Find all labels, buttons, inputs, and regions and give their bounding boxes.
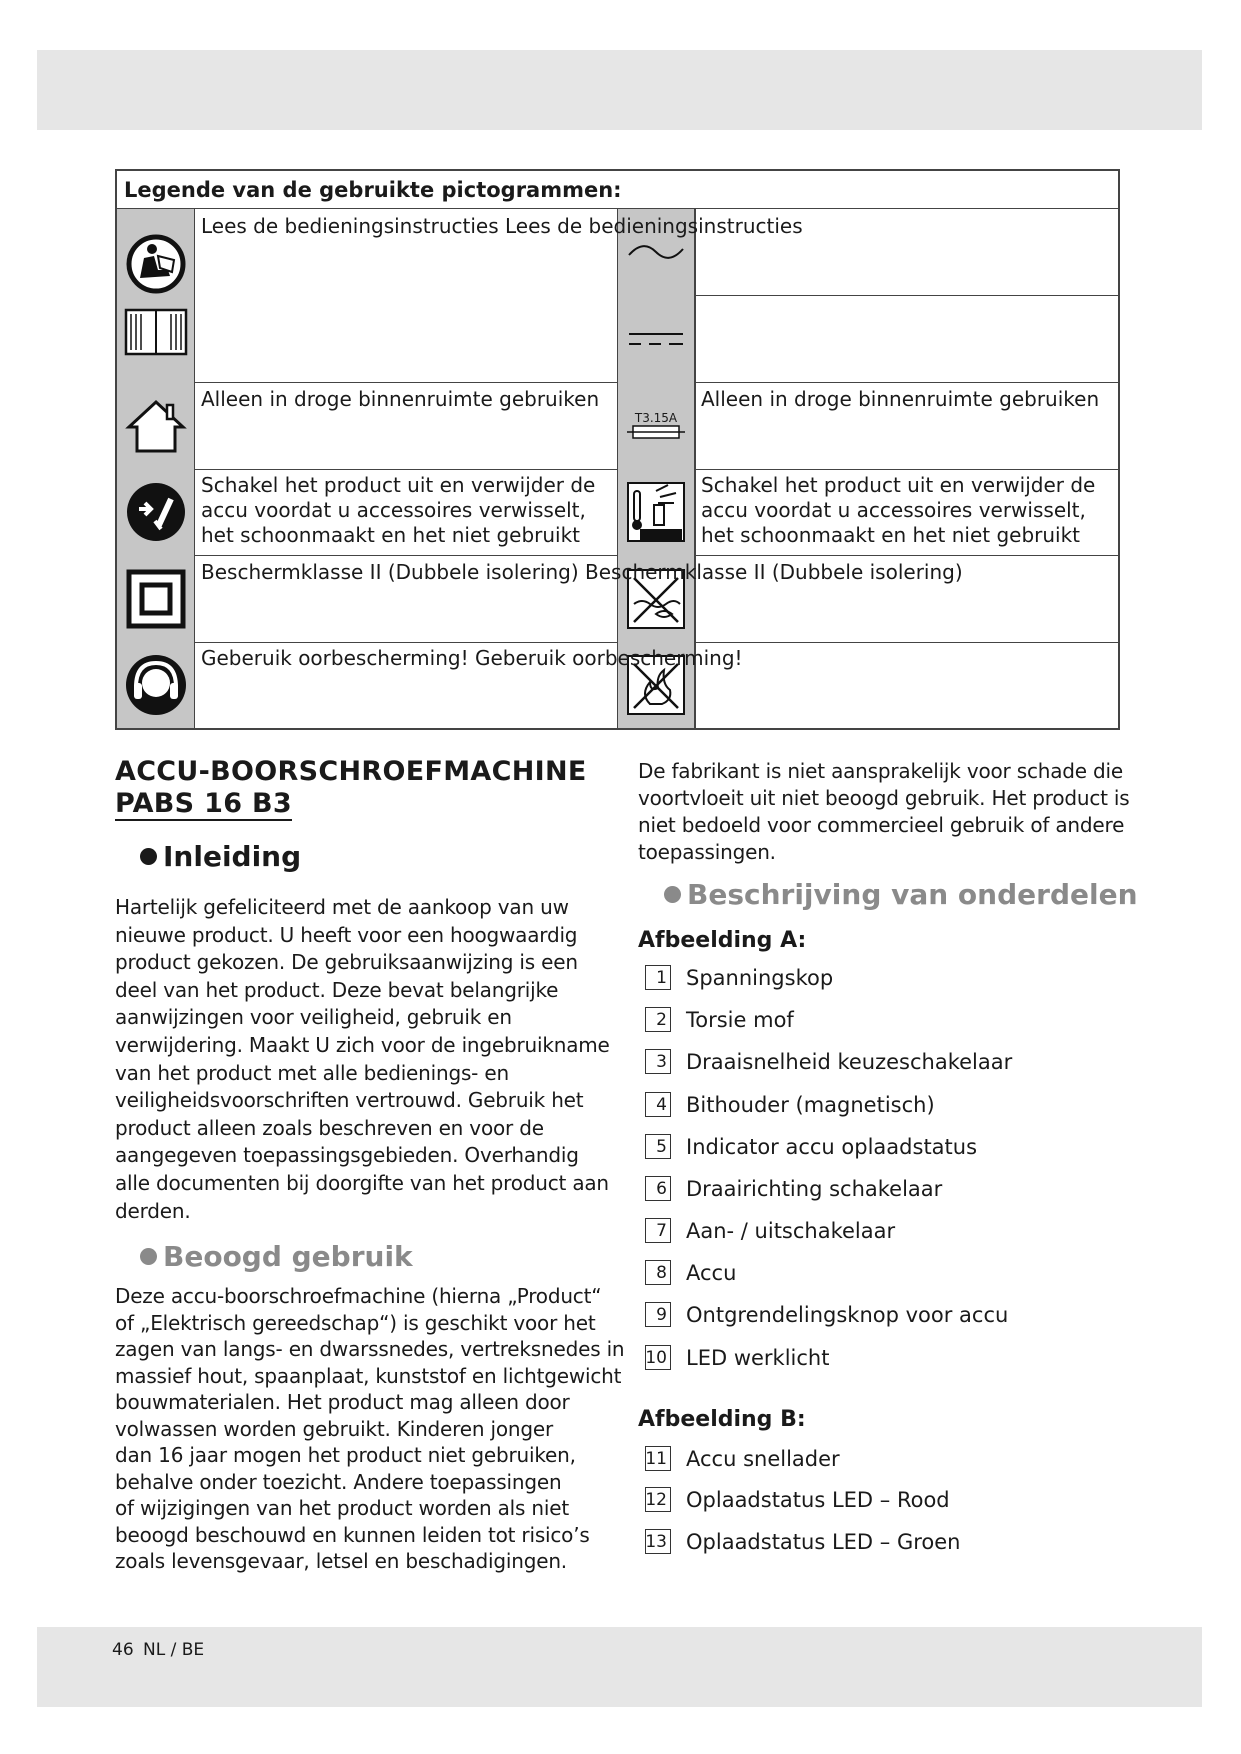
list-item: 3 Draaisnelheid keuzeschakelaar	[645, 1049, 1012, 1074]
header-band	[37, 50, 1202, 130]
section-heading-intended-use: Beoogd gebruik	[140, 1240, 413, 1273]
icon-cell-class2	[117, 555, 195, 642]
list-item: 12 Oplaadstatus LED – Rood	[645, 1487, 950, 1512]
list-item: 9 Ontgrendelingsknop voor accu	[645, 1302, 1008, 1327]
list-item: 7 Aan- / uitschakelaar	[645, 1218, 895, 1243]
list-item: 13 Oplaadstatus LED – Groen	[645, 1529, 961, 1554]
list-item: 2 Torsie mof	[645, 1007, 794, 1032]
icon-cell-temperature	[617, 469, 695, 555]
temperature-limit-icon	[626, 481, 686, 543]
list-item: 11 Accu snellader	[645, 1446, 840, 1471]
list-item: 1 Spanningskop	[645, 965, 833, 990]
direct-current-icon	[625, 324, 687, 354]
fuse-icon	[625, 423, 687, 441]
read-manual-icon	[124, 234, 188, 294]
indoor-house-icon	[125, 397, 187, 455]
icon-cell-indoor	[117, 382, 195, 469]
legend-text-ear: Geberuik oorbescherming! Geberuik oorbescherming!	[201, 646, 743, 670]
intro-paragraph: Hartelijk gefeliciteerd met de aankoop van uw nieuwe product. U heeft voor een hoogwaardig product gekozen. De gebruiksaanwijzing is een deel van het product. Deze bevat belangrijke aanwijzingen voor veiligheid, gebruik en verwijdering. Maakt U zich voor de ingebruikname van het product met alle bedienings- en veiligheidsvoorschriften vertrouwd. Gebruik het product alleen zoals beschreven en voor de aangegeven toepassingsgebieden. Overhandig alle documenten bij doorgifte van het product aan derden.	[115, 895, 610, 1223]
list-item: 6 Draairichting schakelaar	[645, 1176, 942, 1201]
figure-a-heading: Afbeelding A:	[638, 928, 807, 953]
disconnect-plug-icon	[125, 481, 187, 543]
double-insulation-icon	[126, 569, 186, 629]
page-number: 46	[112, 1640, 134, 1660]
bullet-icon	[664, 886, 681, 903]
legend-text-manual: Lees de bedieningsinstructies Lees de bedieningsinstructies	[201, 214, 803, 238]
bullet-icon	[140, 1248, 157, 1265]
pictogram-legend-table	[115, 169, 1120, 730]
icon-cell-manual	[117, 209, 195, 382]
open-book-icon	[123, 306, 189, 358]
list-item: 10 LED werklicht	[645, 1345, 830, 1370]
icon-cell-fuse	[617, 382, 695, 469]
language-code: NL / BE	[143, 1640, 205, 1660]
figure-b-heading: Afbeelding B:	[638, 1407, 806, 1432]
icon-cell-ear	[117, 642, 195, 728]
bullet-icon	[140, 848, 157, 865]
legend-text-switch-off-right: Schakel het product uit en verwijder de accu voordat u accessoires verwisselt, het schoonmaakt en het niet gebruikt	[701, 473, 1096, 547]
list-item: 8 Accu	[645, 1260, 736, 1285]
alternating-current-icon	[625, 237, 687, 267]
footer-band	[37, 1627, 1202, 1707]
product-model: PABS 16 B3	[115, 788, 292, 819]
list-item: 5 Indicator accu oplaadstatus	[645, 1134, 977, 1159]
ear-protection-icon	[124, 653, 188, 717]
section-heading-parts: Beschrijving van onderdelen	[664, 878, 1138, 911]
page-footer	[112, 1640, 204, 1660]
list-item: 4 Bithouder (magnetisch)	[645, 1092, 935, 1117]
fuse-label: T3.15A	[634, 410, 678, 425]
intended-use-paragraph: Deze accu-boorschroefmachine (hierna „Product“ of „Elektrisch gereedschap“) is geschikt voor het zagen van langs- en dwarssnedes, vertreksnedes in massief hout, spaanplaat, kunststof en lichtgewicht bouwmaterialen. Het product mag alleen door volwassen worden gebruikt. Kinderen jonger dan 16 jaar mogen het product niet gebruiken, behalve onder toezicht. Andere toepassingen of wijzigingen van het product worden als niet beoogd beschouwd en kunnen leiden tot risico’s zoals levensgevaar, letsel en beschadigingen.	[115, 1284, 625, 1573]
legend-title: Legende van de gebruikte pictogrammen:	[117, 171, 1118, 209]
icon-cell-dc	[617, 295, 695, 382]
product-title: ACCU-BOORSCHROEFMACHINE PABS 16 B3	[115, 756, 587, 819]
legend-text-switch-off-left: Schakel het product uit en verwijder de accu voordat u accessoires verwisselt, het schoonmaakt en het niet gebruikt	[201, 473, 596, 547]
manufacturer-paragraph: De fabrikant is niet aansprakelijk voor schade die voortvloeit uit niet beoogd gebruik. Het product is niet bedoeld voor commercieel gebruik of andere toepassingen.	[638, 759, 1130, 864]
legend-text-class2: Beschermklasse II (Dubbele isolering) Beschermklasse II (Dubbele isolering)	[201, 560, 963, 584]
section-heading-intro: Inleiding	[140, 840, 301, 873]
icon-cell-disconnect	[117, 469, 195, 555]
legend-text-indoor-left: Alleen in droge binnenruimte gebruiken	[201, 387, 600, 411]
legend-text-indoor-right: Alleen in droge binnenruimte gebruiken	[701, 387, 1100, 411]
